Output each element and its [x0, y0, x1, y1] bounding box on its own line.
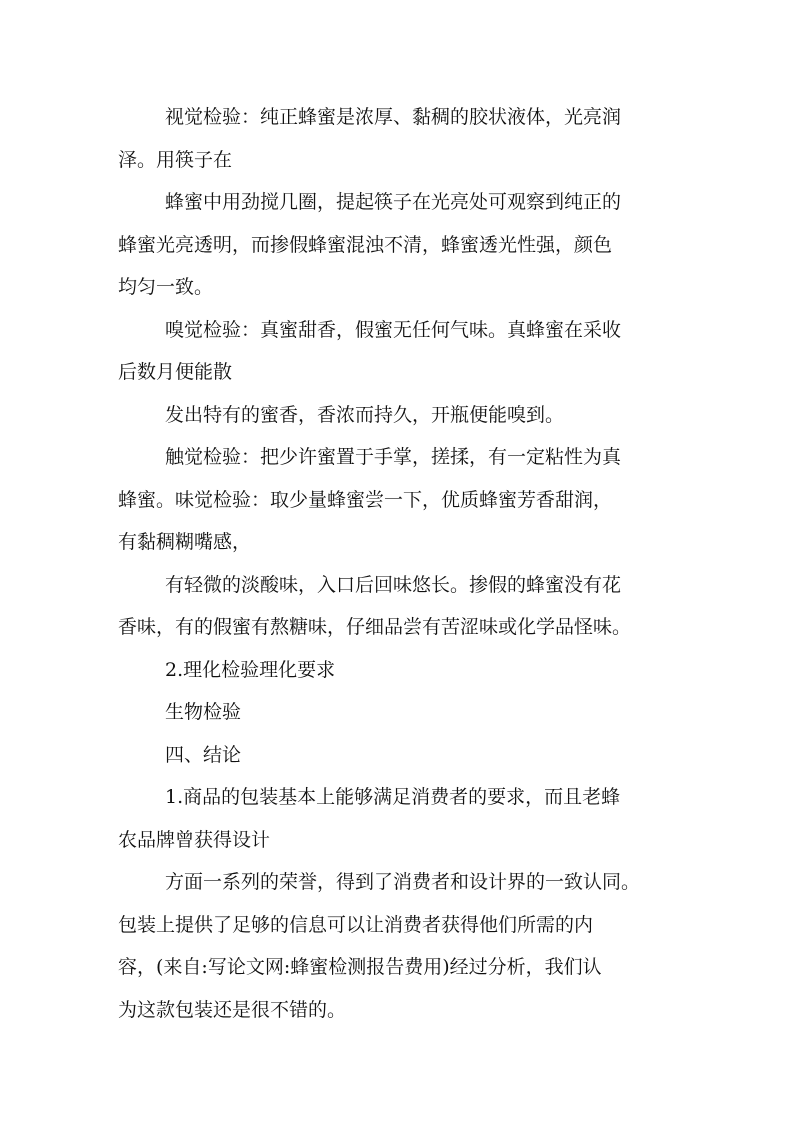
text-line: 发出特有的蜜香，香浓而持久，开瓶便能嗅到。 — [165, 403, 565, 426]
text-line: 触觉检验：把少许蜜置于手掌，搓揉，有一定粘性为真 — [165, 446, 622, 468]
document-body — [118, 96, 678, 1031]
text-line: 方面一系列的荣誉，得到了消费者和设计界的一致认同。 — [165, 871, 641, 893]
text-line: 包装上提供了足够的信息可以让消费者获得他们所需的内 — [118, 913, 594, 936]
text-line: 农品牌曾获得设计 — [118, 828, 271, 851]
text-line: 视觉检验：纯正蜂蜜是浓厚、黏稠的胶状液体，光亮润 — [165, 106, 622, 128]
text-line: 为这款包装还是很不错的。 — [118, 998, 347, 1021]
text-line: 生物检验 — [165, 701, 242, 723]
text-line: 有黏稠糊嘴感， — [118, 531, 252, 553]
text-line: 泽。用筷子在 — [118, 148, 233, 171]
text-line: 四、结论 — [165, 743, 242, 766]
text-line: 容，(来自:写论文网:蜂蜜检测报告费用)经过分析，我们认 — [118, 956, 602, 978]
text-line: 蜂蜜中用劲搅几圈，提起筷子在光亮处可观察到纯正的 — [165, 191, 622, 213]
text-line: 有轻微的淡酸味，入口后回味悠长。掺假的蜂蜜没有花 — [165, 573, 622, 596]
text-line: 香味，有的假蜜有熬糖味，仔细品尝有苦涩味或化学品怪味。 — [118, 616, 632, 638]
text-line: 蜂蜜。味觉检验：取少量蜂蜜尝一下，优质蜂蜜芳香甜润， — [118, 488, 613, 511]
text-line: 均匀一致。 — [118, 276, 214, 298]
text-line: 蜂蜜光亮透明，而掺假蜂蜜混浊不清，蜂蜜透光性强，颜色 — [118, 233, 613, 256]
text-line: 后数月便能散 — [118, 361, 233, 383]
text-line: 2.理化检验理化要求 — [165, 658, 336, 681]
text-line: 1.商品的包装基本上能够满足消费者的要求，而且老蜂 — [165, 786, 621, 808]
text-line: 嗅觉检验：真蜜甜香，假蜜无任何气味。真蜂蜜在采收 — [165, 318, 622, 341]
